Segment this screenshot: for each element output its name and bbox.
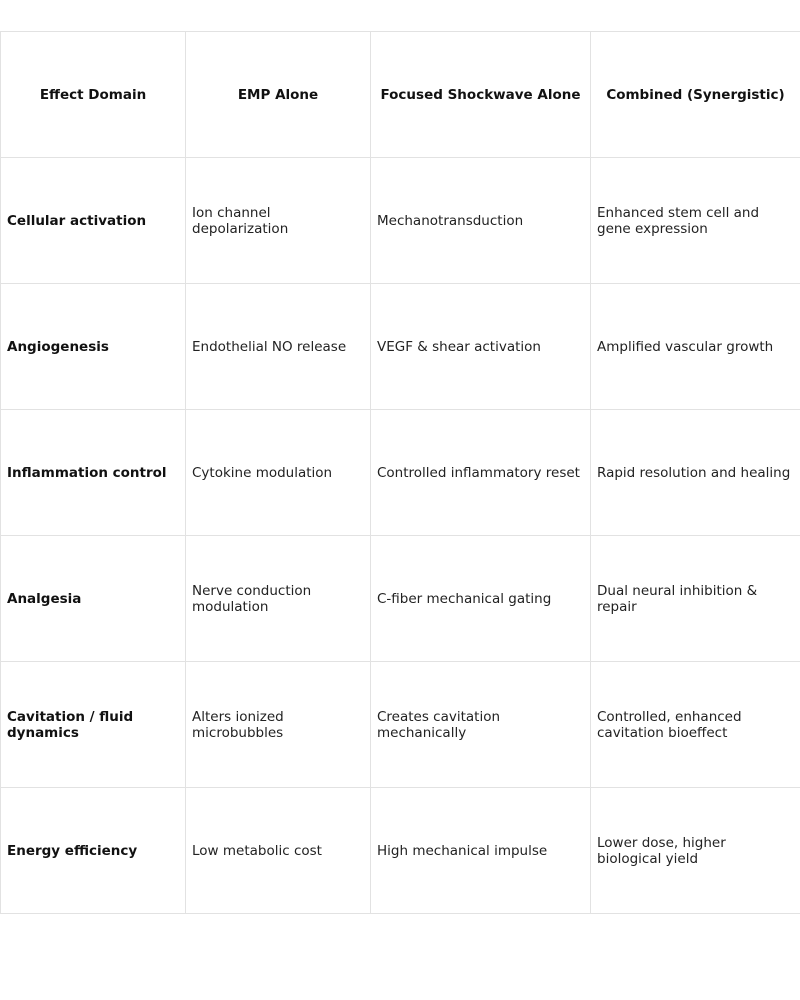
shockwave-alone-cell: High mechanical impulse <box>371 788 591 914</box>
header-combined-synergistic: Combined (Synergistic) <box>591 32 800 158</box>
table-row <box>1 410 800 536</box>
comparison-table-container <box>0 31 800 914</box>
header-emp-alone: EMP Alone <box>186 32 371 158</box>
shockwave-alone-cell: C-fiber mechanical gating <box>371 536 591 662</box>
header-focused-shockwave-alone: Focused Shockwave Alone <box>371 32 591 158</box>
shockwave-alone-cell: Mechanotransduction <box>371 158 591 284</box>
emp-alone-cell: Cytokine modulation <box>186 410 371 536</box>
table-header-row <box>1 32 800 158</box>
combined-cell: Enhanced stem cell and gene expression <box>591 158 800 284</box>
shockwave-alone-cell: Creates cavitation mechanically <box>371 662 591 788</box>
shockwave-alone-cell: VEGF & shear activation <box>371 284 591 410</box>
row-domain-cell: Angiogenesis <box>1 284 186 410</box>
table-row <box>1 158 800 284</box>
emp-alone-cell: Ion channel depolarization <box>186 158 371 284</box>
comparison-table <box>0 31 800 914</box>
emp-alone-cell: Low metabolic cost <box>186 788 371 914</box>
table-row <box>1 536 800 662</box>
header-effect-domain: Effect Domain <box>1 32 186 158</box>
row-domain-cell: Analgesia <box>1 536 186 662</box>
emp-alone-cell: Nerve conduction modulation <box>186 536 371 662</box>
table-row <box>1 788 800 914</box>
combined-cell: Controlled, enhanced cavitation bioeffect <box>591 662 800 788</box>
combined-cell: Amplified vascular growth <box>591 284 800 410</box>
emp-alone-cell: Endothelial NO release <box>186 284 371 410</box>
combined-cell: Dual neural inhibition & repair <box>591 536 800 662</box>
table-row <box>1 662 800 788</box>
row-domain-cell: Inflammation control <box>1 410 186 536</box>
shockwave-alone-cell: Controlled inflammatory reset <box>371 410 591 536</box>
table-row <box>1 284 800 410</box>
row-domain-cell: Energy efficiency <box>1 788 186 914</box>
emp-alone-cell: Alters ionized microbubbles <box>186 662 371 788</box>
combined-cell: Lower dose, higher biological yield <box>591 788 800 914</box>
combined-cell: Rapid resolution and healing <box>591 410 800 536</box>
row-domain-cell: Cellular activation <box>1 158 186 284</box>
row-domain-cell: Cavitation / fluid dynamics <box>1 662 186 788</box>
